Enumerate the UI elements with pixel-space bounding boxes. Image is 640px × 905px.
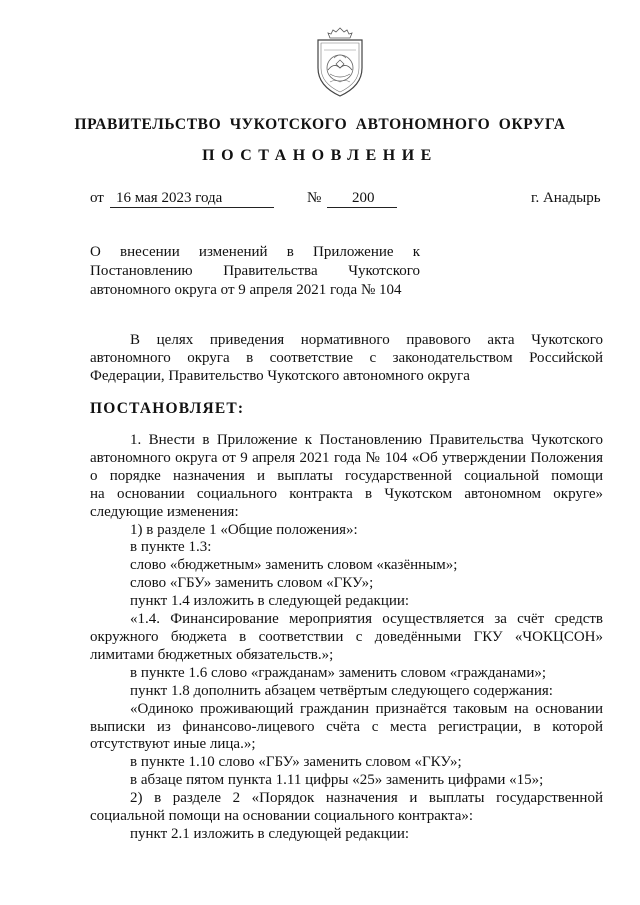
item-line: слово «бюджетным» заменить словом «казённым»; [130, 557, 458, 574]
item-line: окружного бюджета в соответствии с доведёнными ГКУ «ЧОКЦСОН» [90, 628, 603, 645]
subject-line: автономного округа от 9 апреля 2021 года № 104 [90, 282, 402, 298]
item-line: 1) в разделе 1 «Общие положения»: [130, 521, 358, 538]
preamble [90, 332, 603, 386]
document-type-title: ПОСТАНОВЛЕНИЕ [202, 147, 438, 164]
item-line: лимитами бюджетных обязательств.»; [90, 646, 334, 663]
preamble-line: автономного округа в соответствие с законодательством Российской [90, 349, 603, 366]
item-line: следующие изменения: [90, 503, 239, 520]
item-line: в пункте 1.10 слово «ГБУ» заменить словом «ГКУ»; [130, 754, 462, 771]
subject-line: О внесении изменений в Приложение к [90, 244, 420, 260]
item-line: 1. Внести в Приложение к Постановлению Правительства Чукотского [130, 432, 603, 448]
resolve-heading: ПОСТАНОВЛЯЕТ: [90, 400, 245, 417]
item-line: пункт 1.4 изложить в следующей редакции: [130, 593, 410, 610]
item-line: пункт 1.8 дополнить абзацем четвёртым следующего содержания: [130, 682, 553, 699]
item-line: пункт 2.1 изложить в следующей редакции: [130, 825, 410, 842]
decree-number: 200 [352, 190, 375, 206]
subject-line: Постановлению Правительства Чукотского [90, 263, 420, 279]
item-line: 2) в разделе 2 «Порядок назначения и выплаты государственной [130, 790, 603, 807]
item-line: «1.4. Финансирование мероприятия осуществляется за счёт средств [130, 611, 603, 628]
decree-items [90, 432, 603, 844]
number-underline [327, 207, 397, 208]
item-line: в пункте 1.3: [130, 539, 212, 556]
item-line: слово «ГБУ» заменить словом «ГКУ»; [130, 575, 374, 592]
number-sign: № [307, 190, 322, 206]
decree-subject [90, 243, 420, 300]
item-line: автономного округа от 9 апреля 2021 года № 104 «Об утверждении Положения [90, 449, 603, 466]
preamble-line: В целях приведения нормативного правового акта Чукотского [130, 332, 603, 348]
item-line: отсутствуют иные лица.»; [90, 736, 256, 753]
item-line: социальной помощи на основании социального контракта»: [90, 808, 474, 825]
item-line: в пункте 1.6 слово «гражданам» заменить словом «гражданами»; [130, 664, 547, 681]
government-name: ПРАВИТЕЛЬСТВО ЧУКОТСКОГО АВТОНОМНОГО ОКРУГА [74, 116, 566, 133]
item-line: на основании социального контракта в Чукотском автономном округе» [90, 485, 603, 502]
decree-date: 16 мая 2023 года [116, 190, 223, 206]
date-prefix: от [90, 190, 104, 206]
item-line: выписки из финансово-лицевого счёта с места регистрации, в которой [90, 718, 603, 735]
coat-of-arms-emblem [300, 24, 380, 100]
item-line: в абзаце пятом пункта 1.11 цифры «25» заменить цифрами «15»; [130, 772, 544, 789]
date-underline [110, 207, 274, 208]
preamble-line: Федерации, Правительство Чукотского автономного округа [90, 367, 470, 384]
item-line: о порядке назначения и выплаты государственной социальной помощи [90, 467, 603, 484]
city: г. Анадырь [531, 190, 601, 206]
item-line: «Одиноко проживающий гражданин признаётся таковым на основании [130, 700, 603, 717]
